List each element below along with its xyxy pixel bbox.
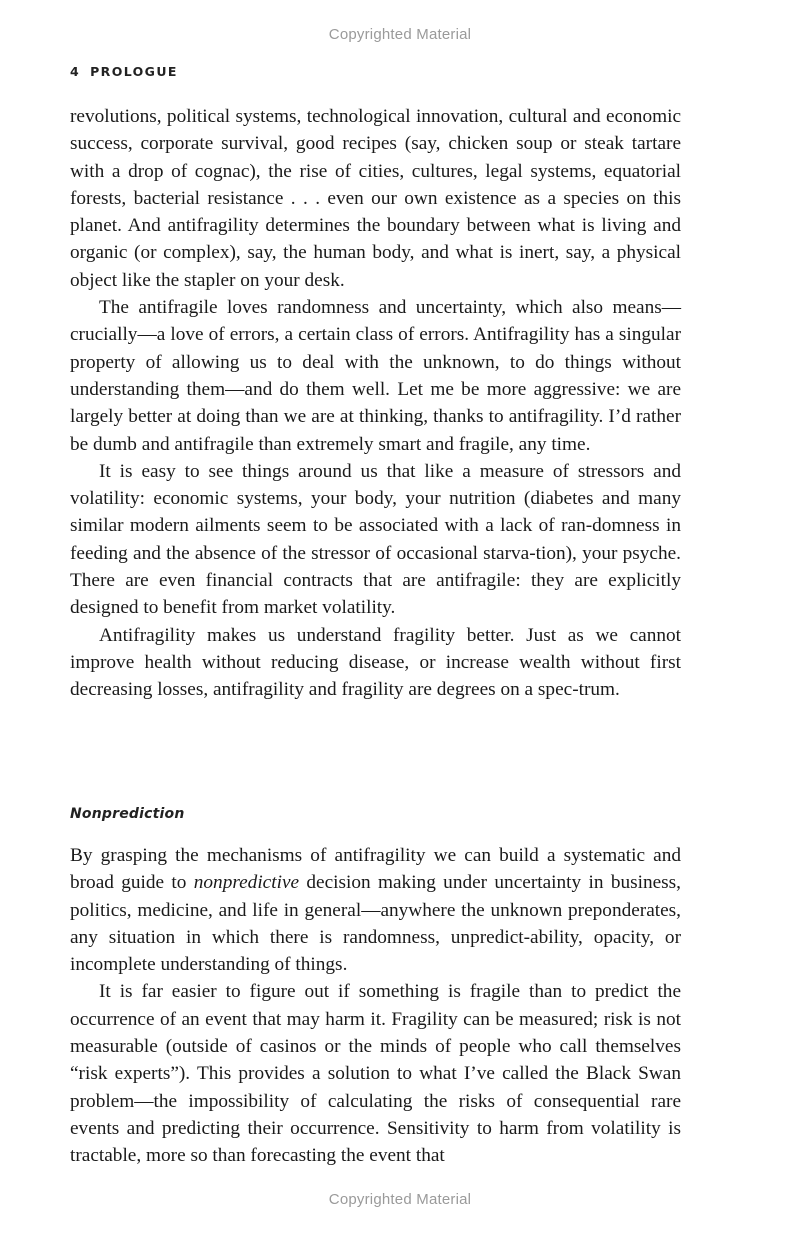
page-number: 4: [70, 64, 81, 79]
paragraph-text: decision making under uncertainty in business, politics, medicine, and life in general—anywhere the unknown preponderates, any situation in which there is randomness, unpredict-ability, opacity, or incomplete understanding of things.: [70, 872, 681, 976]
paragraph: [70, 842, 681, 978]
body-text-section-1: [70, 103, 681, 704]
paragraph: revolutions, political systems, technological innovation, cultural and economic success, corporate survival, good recipes (say, chicken soup or steak tartare with a drop of cognac), the rise of cities, cultures, legal systems, equatorial forests, bacterial resistance . . . even our own existence as a species on this planet. And antifragility determines the boundary between what is living and organic (or complex), say, the human body, and what is inert, say, a physical object like the stapler on your desk.: [70, 106, 681, 291]
paragraph: The antifragile loves randomness and uncertainty, which also means—crucially—a love of errors, a certain class of errors. Antifragility has a singular property of allowing us to deal with the unknown, to do things without understanding them—and do them well. Let me be more aggressive: we are largely better at doing than we are at thinking, thanks to antifragility. I’d rather be dumb and antifragile than extremely smart and fragile, any time.: [70, 297, 681, 455]
emphasis-text: nonpredictive: [193, 872, 300, 894]
paragraph: Antifragility makes us understand fragility better. Just as we cannot improve health without reducing disease, or increase wealth without first decreasing losses, antifragility and fragility are degrees on a spec-trum.: [70, 624, 681, 701]
body-text-section-2: [70, 842, 681, 1170]
copyright-watermark-top: Copyrighted Material: [328, 26, 472, 43]
running-head: [70, 64, 178, 79]
paragraph: It is far easier to figure out if something is fragile than to predict the occurrence of an event that may harm it. Fragility can be measured; risk is not measurable (outside of casinos or the minds of people who call themselves “risk experts”). This provides a solution to what I’ve called the Black Swan problem—the impossibility of calculating the risks of consequential rare events and predicting their occurrence. Sensitivity to harm from volatility is tractable, more so than forecasting the event that: [70, 981, 681, 1167]
copyright-watermark-bottom: Copyrighted Material: [328, 1191, 472, 1208]
paragraph: It is easy to see things around us that like a measure of stressors and volatility: economic systems, your body, your nutrition (diabetes and many similar modern ailments seem to be associated with a lack of ran-domness in feeding and the absence of the stressor of occasional starva-tion), your psyche. There are even financial contracts that are antifragile: they are explicitly designed to benefit from market volatility.: [70, 460, 681, 619]
running-head-section: PROLOGUE: [90, 64, 178, 79]
paragraph-text: By grasping the mechanisms of antifragility we can build a systematic and broad guide to: [70, 845, 681, 894]
section-heading: Nonprediction: [70, 806, 185, 822]
